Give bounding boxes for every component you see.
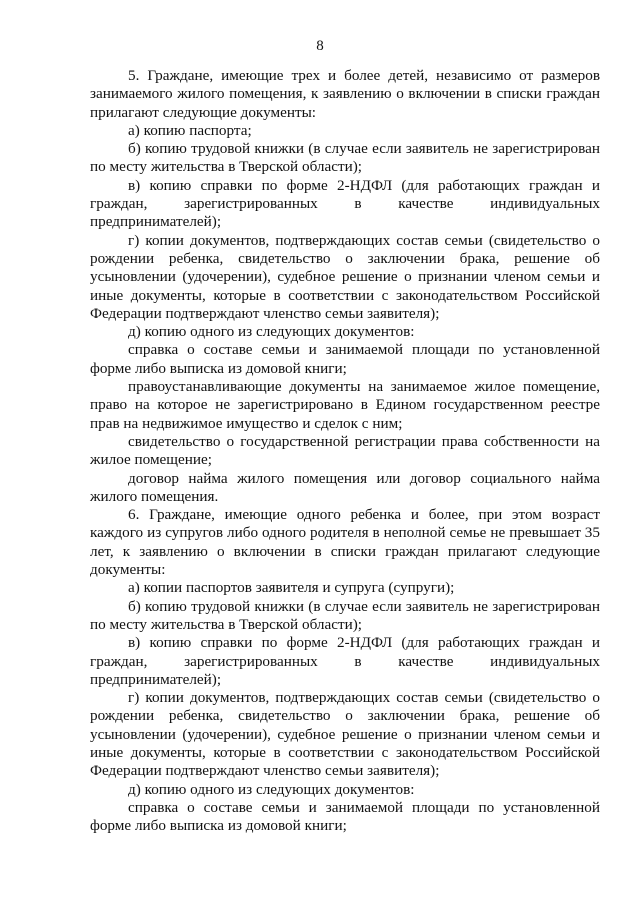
- document-body: [90, 67, 600, 835]
- paragraph: б) копию трудовой книжки (в случае если заявитель не зарегистрирован по месту жительства в Тверской области);: [90, 140, 600, 176]
- paragraph: в) копию справки по форме 2-НДФЛ (для работающих граждан и граждан, зарегистрированных в качестве индивидуальных предпринимателей);: [90, 634, 600, 688]
- paragraph: 6. Граждане, имеющие одного ребенка и более, при этом возраст каждого из супругов либо одного родителя в неполной семье не превышает 35 лет, к заявлению о включении в списки граждан прилагают следующие документы:: [90, 506, 600, 579]
- paragraph: правоустанавливающие документы на занимаемое жилое помещение, право на которое не зарегистрировано в Едином государственном реестре прав на недвижимое имущество и сделок с ним;: [90, 378, 600, 432]
- paragraph: справка о составе семьи и занимаемой площади по установленной форме либо выписка из домовой книги;: [90, 341, 600, 377]
- paragraph: а) копии паспортов заявителя и супруга (супруги);: [128, 579, 455, 597]
- paragraph: в) копию справки по форме 2-НДФЛ (для работающих граждан и граждан, зарегистрированных в качестве индивидуальных предпринимателей);: [90, 176, 600, 231]
- paragraph: договор найма жилого помещения или договор социального найма жилого помещения.: [90, 469, 600, 505]
- paragraph: свидетельство о государственной регистрации права собственности на жилое помещение;: [90, 432, 600, 469]
- paragraph: б) копию трудовой книжки (в случае если заявитель не зарегистрирован по месту жительства в Тверской области);: [90, 597, 600, 633]
- paragraph: д) копию одного из следующих документов:: [128, 780, 415, 798]
- paragraph: справка о составе семьи и занимаемой площади по установленной форме либо выписка из домовой книги;: [90, 798, 600, 835]
- page-number: 8: [316, 38, 324, 54]
- paragraph: г) копии документов, подтверждающих состав семьи (свидетельство о рождении ребенка, свидетельство о заключении брака, решение об усыновлении (удочерении), судебное решение о признании членом семьи и иные документы, которые в соответствии с законодательством Российской Федерации подтверждают членство семьи заявителя);: [90, 689, 600, 780]
- paragraph: д) копию одного из следующих документов:: [128, 323, 415, 341]
- paragraph: 5. Граждане, имеющие трех и более детей, независимо от размеров занимаемого жилого помещения, к заявлению о включении в списки граждан прилагают следующие документы:: [90, 67, 600, 121]
- paragraph: а) копию паспорта;: [128, 121, 252, 139]
- paragraph: г) копии документов, подтверждающих состав семьи (свидетельство о рождении ребенка, свидетельство о заключении брака, решение об усыновлении (удочерении), судебное решение о признании членом семьи и иные документы, которые в соответствии с законодательством Российской Федерации подтверждают членство семьи заявителя);: [90, 231, 600, 322]
